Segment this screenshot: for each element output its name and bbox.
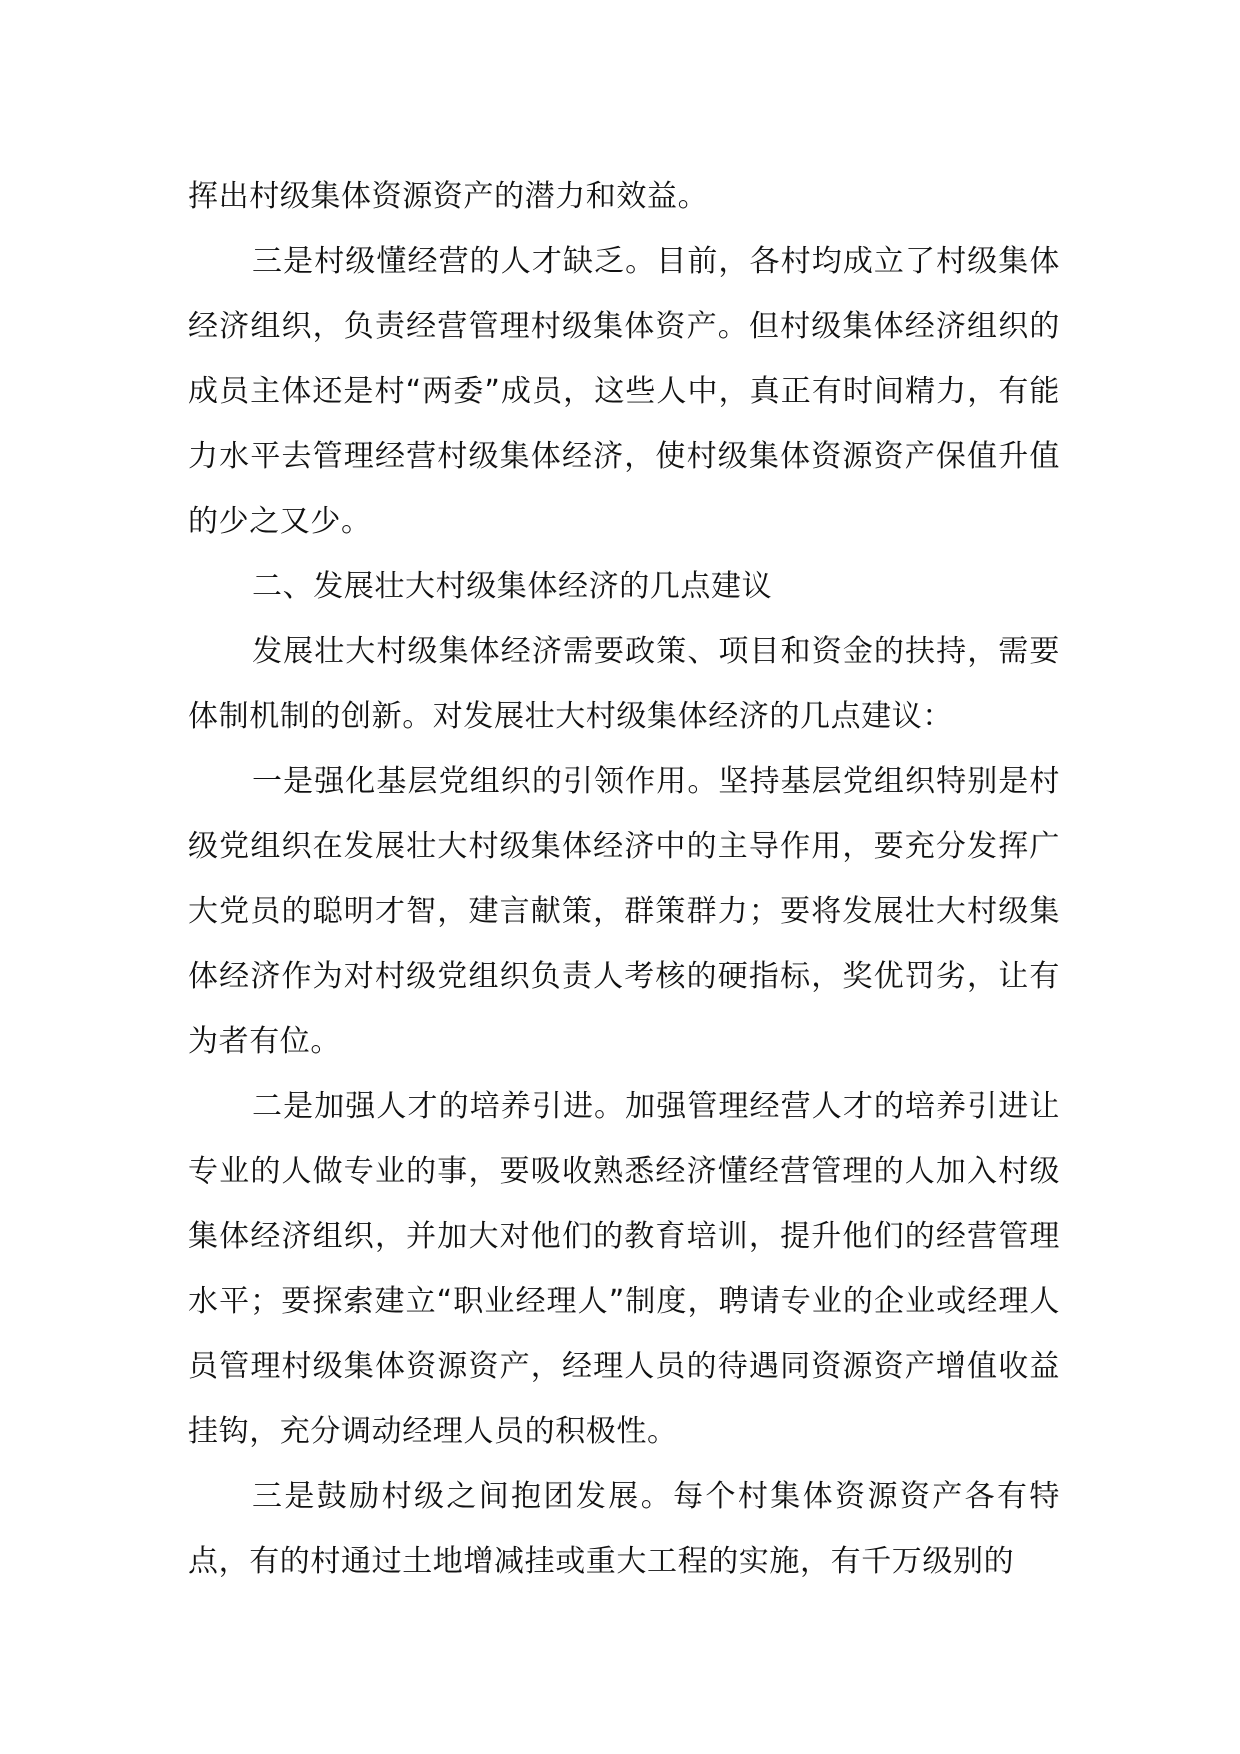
paragraph-continuation: 挥出村级集体资源资产的潜力和效益。 <box>188 179 709 214</box>
paragraph-talent-shortage: 三是村级懂经营的人才缺乏。目前，各村均成立了村级集体经济组织，负责经营管理村级集体资产。但村级集体经济组织的成员主体还是村“两委”成员，这些人中，真正有时间精力，有能力水平去管理经营村级集体经济，使村级集体资源资产保值升值的少之又少。 <box>188 244 1060 539</box>
paragraph-talent-cultivation: 二是加强人才的培养引进。加强管理经营人才的培养引进让专业的人做专业的事，要吸收熟悉经济懂经营管理的人加入村级集体经济组织，并加大对他们的教育培训，提升他们的经营管理水平；要探索建立“职业经理人”制度，聘请专业的企业或经理人员管理村级集体资源资产，经理人员的待遇同资源资产增值收益挂钩，充分调动经理人员的积极性。 <box>188 1089 1060 1449</box>
paragraph-suggestions-intro: 发展壮大村级集体经济需要政策、项目和资金的扶持，需要体制机制的创新。对发展壮大村级集体经济的几点建议： <box>188 634 1060 734</box>
paragraph-party-leadership: 一是强化基层党组织的引领作用。坚持基层党组织特别是村级党组织在发展壮大村级集体经济中的主导作用，要充分发挥广大党员的聪明才智，建言献策，群策群力；要将发展壮大村级集体经济作为对村级党组织负责人考核的硬指标，奖优罚劣，让有为者有位。 <box>188 764 1060 1059</box>
paragraph-joint-development: 三是鼓励村级之间抱团发展。每个村集体资源资产各有特点，有的村通过土地增减挂或重大工程的实施，有千万级别的 <box>188 1479 1060 1579</box>
document-body <box>188 164 1060 1594</box>
section-heading-suggestions: 二、发展壮大村级集体经济的几点建议 <box>252 569 773 604</box>
